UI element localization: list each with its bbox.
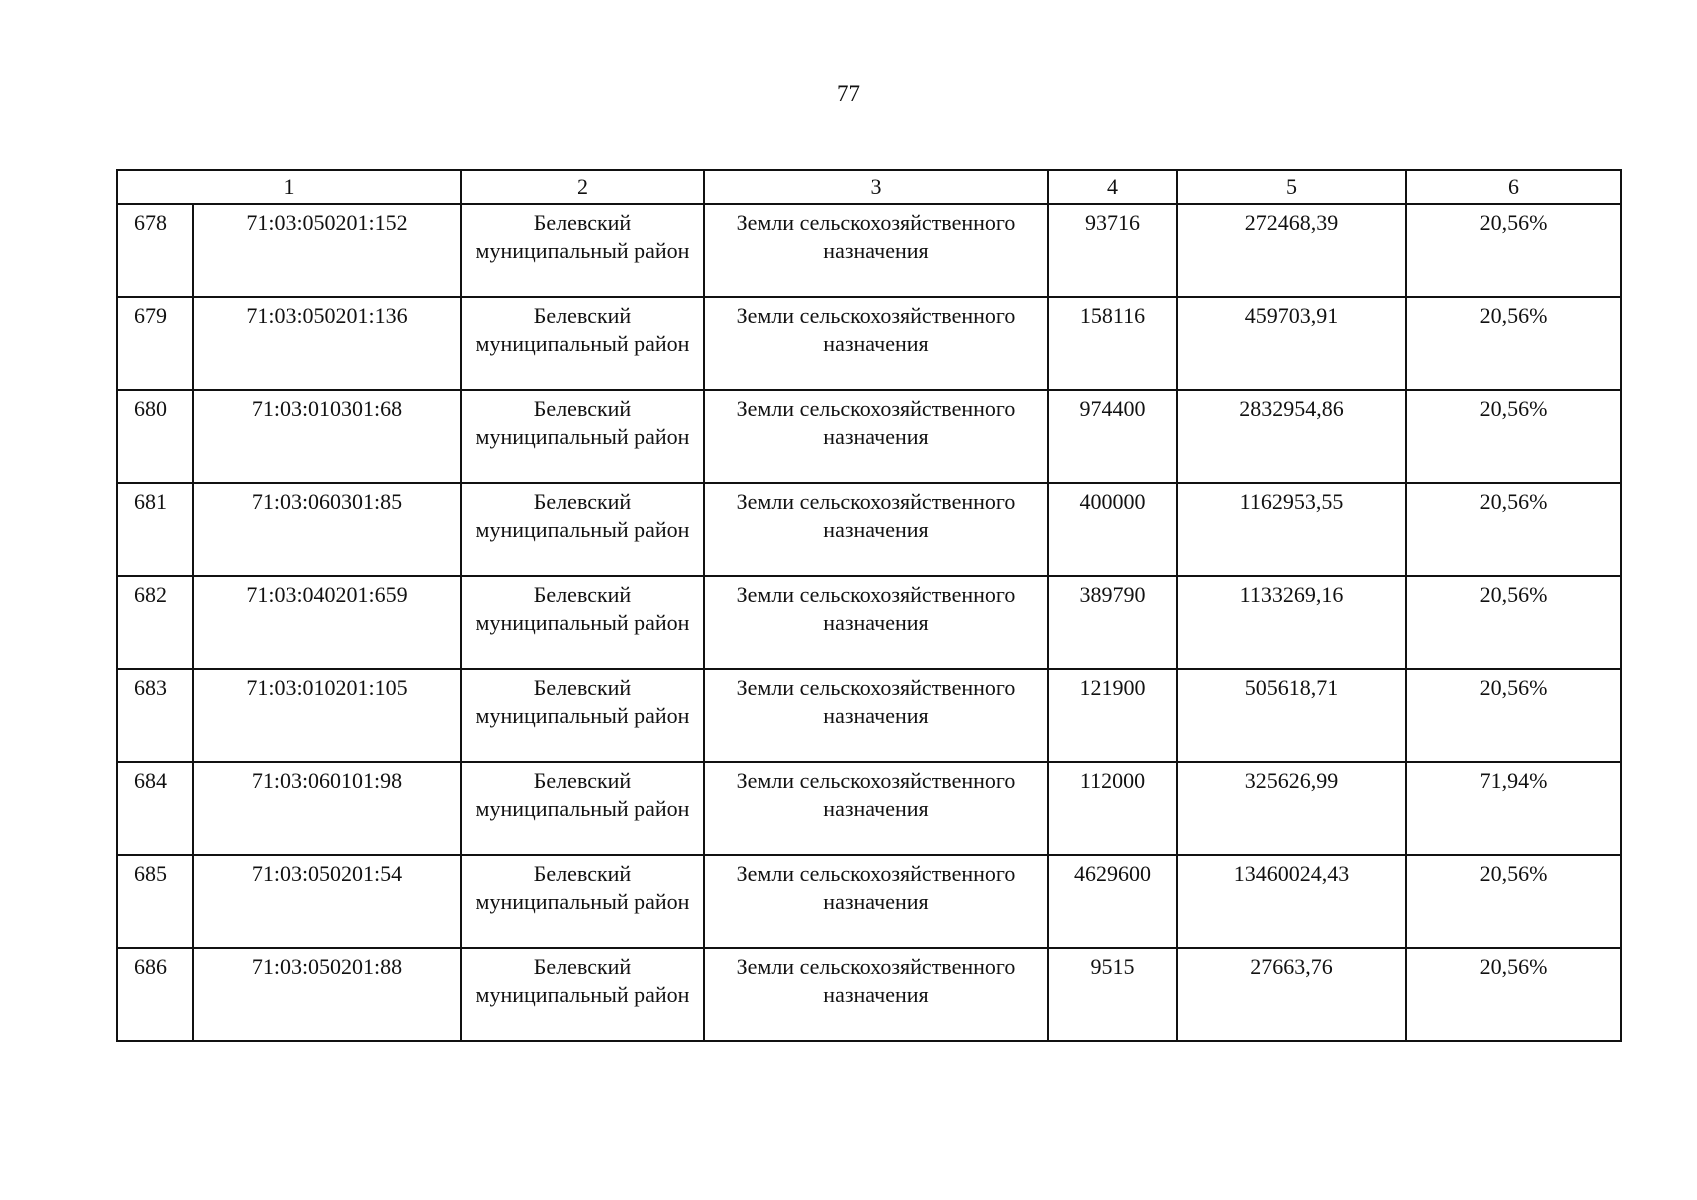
table-row <box>117 297 1621 390</box>
rate-percent: 20,56% <box>1406 390 1621 483</box>
cadastral-number: 71:03:050201:88 <box>193 948 461 1041</box>
land-category: Земли сельскохозяйственного назначения <box>704 669 1048 762</box>
cadastral-value: 505618,71 <box>1177 669 1406 762</box>
row-number-text: 684 <box>134 768 167 793</box>
cadastral-number: 71:03:060301:85 <box>193 483 461 576</box>
cadastral-value: 2832954,86 <box>1177 390 1406 483</box>
land-category: Земли сельскохозяйственного назначения <box>704 855 1048 948</box>
cadastral-value: 459703,91 <box>1177 297 1406 390</box>
area-value: 9515 <box>1048 948 1177 1041</box>
table-header <box>117 170 1621 204</box>
area-value: 121900 <box>1048 669 1177 762</box>
district-name: Белевский муниципальный район <box>461 762 704 855</box>
area-value: 389790 <box>1048 576 1177 669</box>
land-category: Земли сельскохозяйственного назначения <box>704 390 1048 483</box>
cadastral-value: 272468,39 <box>1177 204 1406 297</box>
district-name: Белевский муниципальный район <box>461 297 704 390</box>
cadastral-value: 27663,76 <box>1177 948 1406 1041</box>
row-number-text: 682 <box>134 582 167 607</box>
table-row <box>117 483 1621 576</box>
row-number <box>117 576 193 669</box>
header-row <box>117 170 1621 204</box>
rate-percent: 20,56% <box>1406 297 1621 390</box>
rate-percent: 20,56% <box>1406 669 1621 762</box>
district-name: Белевский муниципальный район <box>461 855 704 948</box>
rate-percent: 20,56% <box>1406 576 1621 669</box>
cadastral-number: 71:03:050201:152 <box>193 204 461 297</box>
cadastral-number: 71:03:050201:136 <box>193 297 461 390</box>
rate-percent: 20,56% <box>1406 483 1621 576</box>
header-col-5: 5 <box>1177 170 1406 204</box>
table-row <box>117 576 1621 669</box>
district-name: Белевский муниципальный район <box>461 948 704 1041</box>
cadastral-number: 71:03:050201:54 <box>193 855 461 948</box>
row-number <box>117 669 193 762</box>
land-category: Земли сельскохозяйственного назначения <box>704 576 1048 669</box>
header-col-1: 1 <box>117 170 461 204</box>
rate-percent: 71,94% <box>1406 762 1621 855</box>
row-number-text: 680 <box>134 396 167 421</box>
table-row <box>117 948 1621 1041</box>
land-registry-table <box>116 169 1622 1042</box>
cadastral-number: 71:03:010201:105 <box>193 669 461 762</box>
header-col-6: 6 <box>1406 170 1621 204</box>
land-category: Земли сельскохозяйственного назначения <box>704 483 1048 576</box>
page-number: 77 <box>837 81 860 106</box>
cadastral-value: 1133269,16 <box>1177 576 1406 669</box>
land-category: Земли сельскохозяйственного назначения <box>704 204 1048 297</box>
land-category: Земли сельскохозяйственного назначения <box>704 948 1048 1041</box>
row-number-text: 686 <box>134 954 167 979</box>
row-number-text: 685 <box>134 861 167 886</box>
district-name: Белевский муниципальный район <box>461 576 704 669</box>
area-value: 400000 <box>1048 483 1177 576</box>
area-value: 158116 <box>1048 297 1177 390</box>
row-number-text: 679 <box>134 303 167 328</box>
row-number-text: 678 <box>134 210 167 235</box>
rate-percent: 20,56% <box>1406 855 1621 948</box>
cadastral-value: 1162953,55 <box>1177 483 1406 576</box>
cadastral-number: 71:03:010301:68 <box>193 390 461 483</box>
row-number-text: 681 <box>134 489 167 514</box>
table-row <box>117 669 1621 762</box>
row-number <box>117 483 193 576</box>
land-category: Земли сельскохозяйственного назначения <box>704 297 1048 390</box>
table-row <box>117 855 1621 948</box>
cadastral-value: 325626,99 <box>1177 762 1406 855</box>
row-number-text: 683 <box>134 675 167 700</box>
row-number <box>117 297 193 390</box>
cadastral-number: 71:03:040201:659 <box>193 576 461 669</box>
cadastral-number: 71:03:060101:98 <box>193 762 461 855</box>
area-value: 93716 <box>1048 204 1177 297</box>
header-col-3: 3 <box>704 170 1048 204</box>
table-row <box>117 762 1621 855</box>
row-number <box>117 948 193 1041</box>
rate-percent: 20,56% <box>1406 948 1621 1041</box>
header-col-4: 4 <box>1048 170 1177 204</box>
area-value: 974400 <box>1048 390 1177 483</box>
land-category: Земли сельскохозяйственного назначения <box>704 762 1048 855</box>
district-name: Белевский муниципальный район <box>461 390 704 483</box>
table-body <box>117 204 1621 1041</box>
table-row <box>117 390 1621 483</box>
district-name: Белевский муниципальный район <box>461 204 704 297</box>
area-value: 112000 <box>1048 762 1177 855</box>
header-col-2: 2 <box>461 170 704 204</box>
area-value: 4629600 <box>1048 855 1177 948</box>
cadastral-value: 13460024,43 <box>1177 855 1406 948</box>
table-row <box>117 204 1621 297</box>
district-name: Белевский муниципальный район <box>461 483 704 576</box>
rate-percent: 20,56% <box>1406 204 1621 297</box>
row-number <box>117 390 193 483</box>
row-number <box>117 855 193 948</box>
row-number <box>117 762 193 855</box>
district-name: Белевский муниципальный район <box>461 669 704 762</box>
row-number <box>117 204 193 297</box>
